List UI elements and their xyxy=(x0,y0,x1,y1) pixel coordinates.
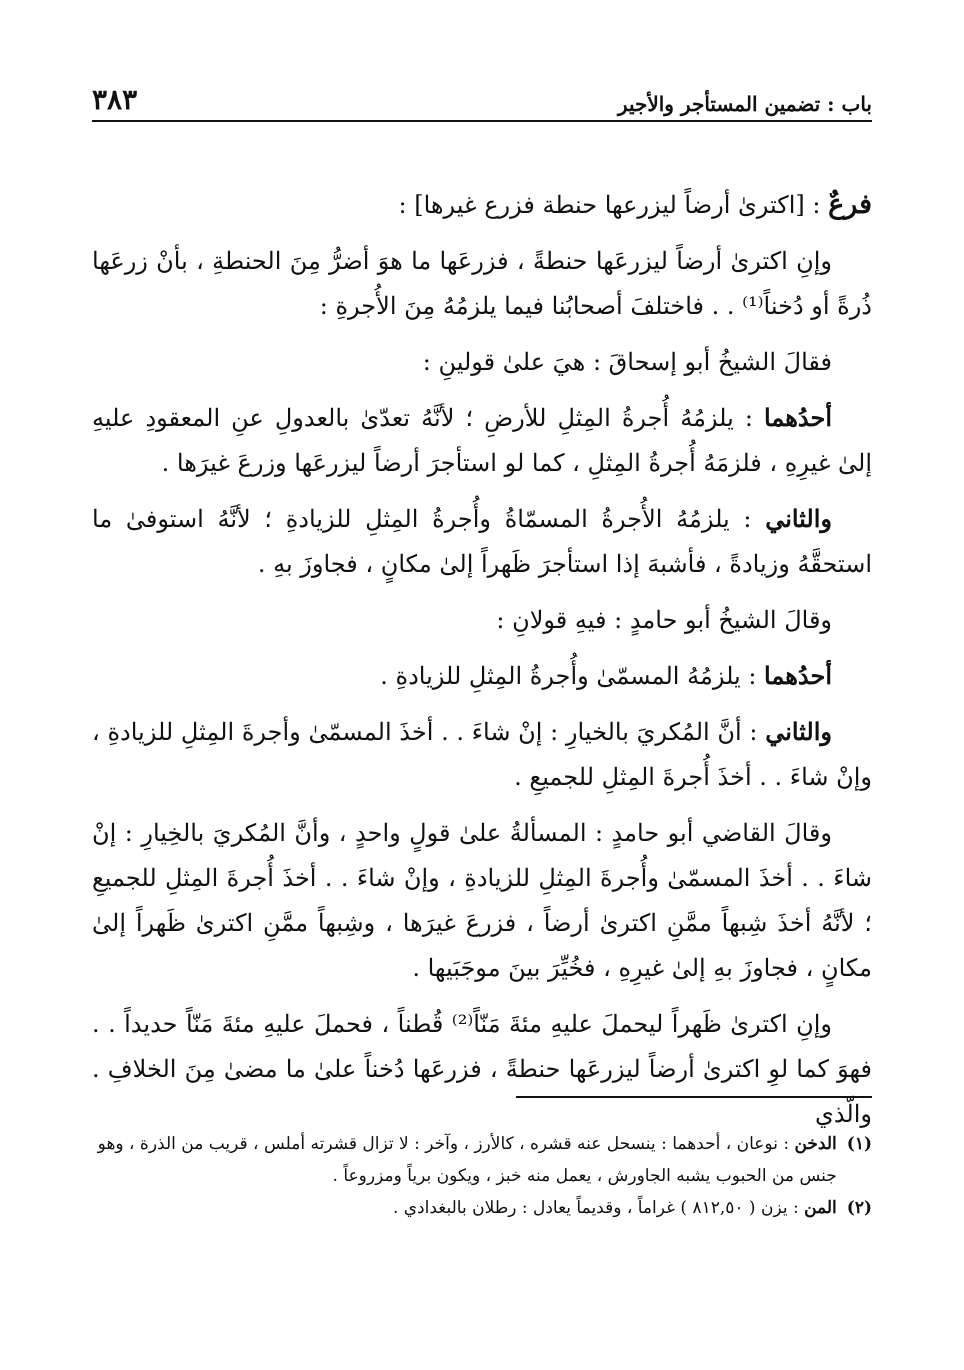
paragraph xyxy=(92,395,872,486)
paragraph-text: وقالَ القاضي أبو حامدٍ : المسألةُ علىٰ قولٍ واحدٍ ، وأنَّ المُكريَ بالخِيارِ : إنْ شاءَ . . أخذَ المسمّىٰ وأُجرةَ المِثلِ للزيادةِ ، وإنْ شاءَ . . أخذَ أُجرةَ المِثلِ للجميعِ ؛ لأنَّهُ أخذَ شِبهاً ممَّنِ اكترىٰ أرضاً ، فزرعَ غيرَها ، وشِبهاً ممَّنِ اكترىٰ ظَهراً إلىٰ مكانٍ ، فجاوزَ بهِ إلىٰ غيرِهِ ، فخُيِّرَ بينَ موجَبَيها . xyxy=(92,819,873,982)
footnotes xyxy=(92,1128,872,1224)
paragraph-lead: والثاني xyxy=(765,504,832,533)
footnote-text xyxy=(92,1128,837,1192)
paragraph-lead: أحدُهما xyxy=(764,661,832,690)
running-header xyxy=(92,76,872,122)
chapter-title: باب : تضمين المستأجر والأجير xyxy=(617,92,872,116)
footnote-body: : نوعان ، أحدهما : ينسحل عنه قشره ، كالأرز ، وآخر : لا تزال قشرته أملس ، قريب من الذرة ، وهو جنس من الحبوب يشبه الجاورش ، يعمل منه خبز ، ويكون برياً ومزروعاً . xyxy=(97,1134,837,1186)
paragraph-lead: أحدُهما xyxy=(764,403,832,432)
footnote-text xyxy=(92,1192,837,1224)
paragraph-text: : أنَّ المُكريَ بالخيارِ : إنْ شاءَ . . أخذَ المسمّىٰ وأجرةَ المِثلِ للزيادةِ ، وإنْ شاءَ . . أخذَ أُجرةَ المِثلِ للجميعِ . xyxy=(92,718,872,791)
paragraph xyxy=(92,597,872,643)
paragraph-text: : يلزمُهُ أُجرةُ المِثلِ للأرضِ ؛ لأنَّهُ تعدّىٰ بالعدولِ عنِ المعقودِ عليهِ إلىٰ غيرِهِ ، فلزمَهُ أُجرةُ المِثلِ ، كما لو استأجرَ أرضاً ليزرعَها وزرعَ غيرَها . xyxy=(92,404,872,477)
paragraph xyxy=(92,238,872,329)
paragraph xyxy=(92,653,872,699)
footnote-number: (٢) xyxy=(846,1198,872,1218)
main-text xyxy=(92,182,872,1147)
footnote-lead: المن xyxy=(804,1198,837,1218)
footnote-lead: الدخن xyxy=(794,1134,837,1154)
paragraph xyxy=(92,810,872,991)
paragraph xyxy=(92,1001,872,1137)
footnote xyxy=(92,1128,872,1192)
branch-label: فرعٌ xyxy=(828,189,872,220)
paragraph-text: : يلزمُهُ المسمّىٰ وأُجرةُ المِثلِ للزيادةِ . xyxy=(380,662,765,690)
paragraph-text: فقالَ الشيخُ أبو إسحاقَ : هيَ علىٰ قولينِ : xyxy=(422,348,832,376)
footnote-number: (١) xyxy=(846,1134,872,1154)
paragraph-lead: والثاني xyxy=(765,717,832,746)
paragraph xyxy=(92,339,872,385)
page-number: ٣٨٣ xyxy=(92,83,138,116)
footnote-separator xyxy=(516,1096,872,1098)
paragraph-text: وقالَ الشيخُ أبو حامدٍ : فيهِ قولانِ : xyxy=(496,606,832,634)
paragraph-text: وإنِ اكترىٰ ظَهراً ليحملَ عليهِ مئةَ مَنّاً⁽²⁾ قُطناً ، فحملَ عليهِ مئةَ مَنّاً حديداً . . فهوَ كما لوِ اكترىٰ أرضاً ليزرعَها حنطةً ، فزرعَها دُخناً علىٰ ما مضىٰ مِنَ الخلافِ . والّذي xyxy=(92,1010,873,1128)
paragraph-text: : يلزمُهُ الأُجرةُ المسمّاةُ وأُجرةُ المِثلِ للزيادةِ ؛ لأنَّهُ استوفىٰ ما استحقَّهُ وزيادةً ، فأشبهَ إذا استأجرَ ظَهراً إلىٰ مكانٍ ، فجاوزَ بهِ . xyxy=(92,505,872,578)
paragraph-text: وإنِ اكترىٰ أرضاً ليزرعَها حنطةً ، فزرعَها ما هوَ أضرُّ مِنَ الحنطةِ ، بأنْ زرعَها ذُرةً أو دُخناً⁽¹⁾ . . فاختلفَ أصحابُنا فيما يلزمُهُ مِنَ الأُجرةِ : xyxy=(92,247,872,320)
paragraph xyxy=(92,496,872,587)
branch-title: : [اكترىٰ أرضاً ليزرعها حنطة فزرع غيرها] : xyxy=(398,191,829,219)
paragraph xyxy=(92,709,872,800)
branch-heading xyxy=(92,182,872,228)
footnote xyxy=(92,1192,872,1224)
footnote-body: : يزن ( ٨١٢,٥٠ ) غراماً ، وقديماً يعادل : رطلان بالبغدادي . xyxy=(392,1198,805,1218)
